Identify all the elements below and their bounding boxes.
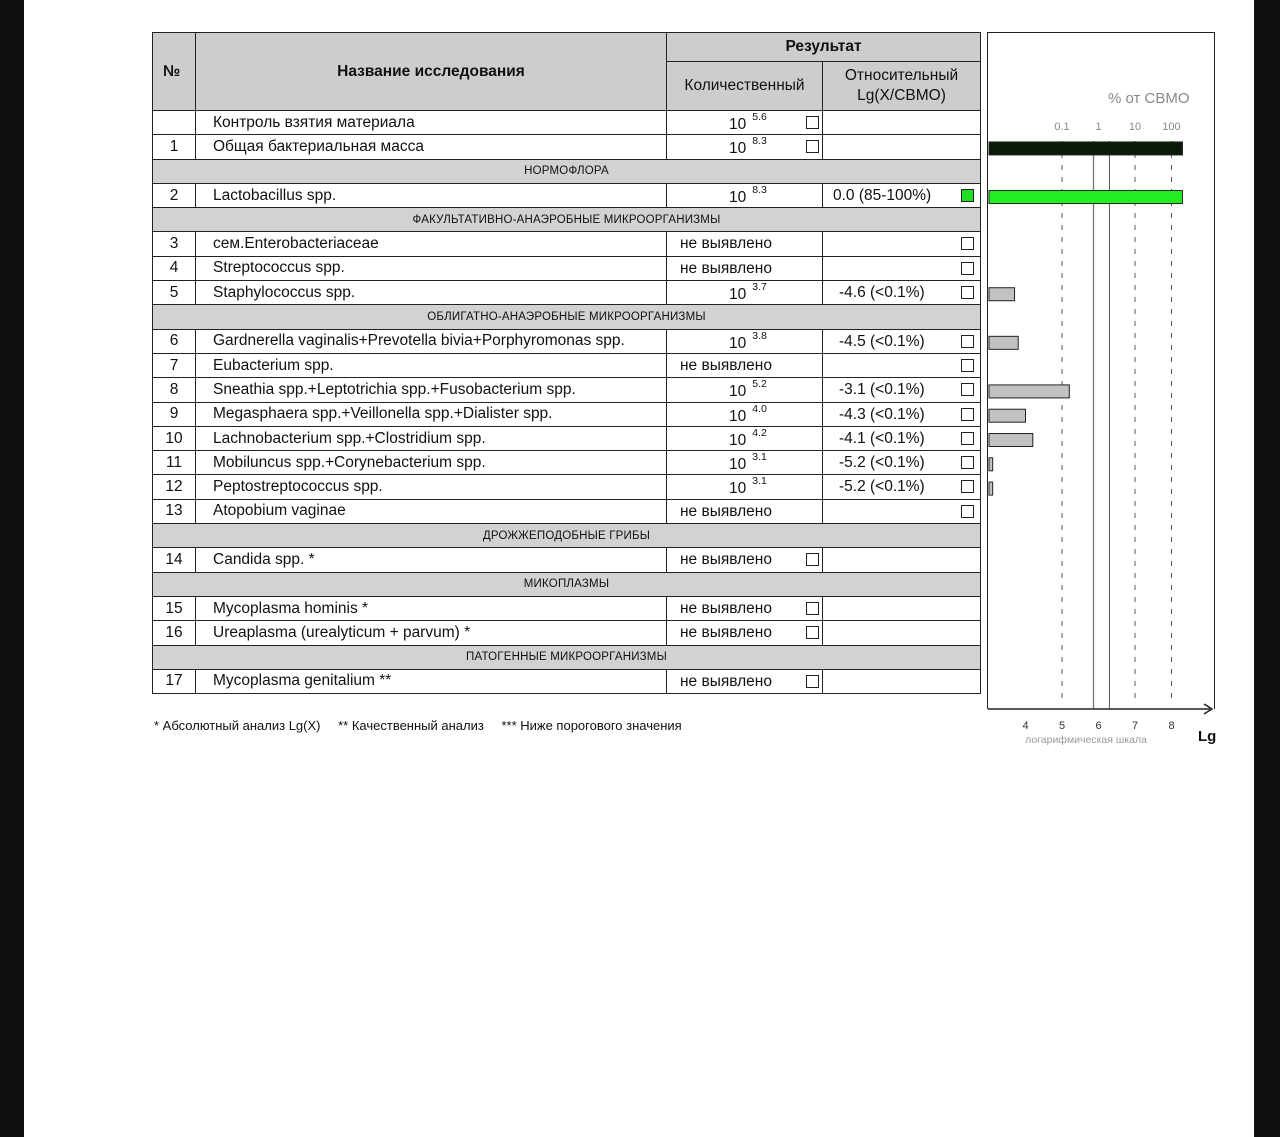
quantitative-cell (667, 621, 823, 645)
lg-tick-label: 8 (1168, 720, 1175, 732)
percent-tick-label: 100 (1162, 121, 1181, 133)
header-relative (823, 62, 981, 111)
not-detected-text: не выявлено (680, 599, 772, 617)
relative-checkbox[interactable] (961, 237, 974, 250)
result-checkbox[interactable] (806, 626, 819, 639)
table-row (153, 329, 981, 353)
row-number: 1 (153, 135, 196, 159)
test-name: Streptococcus spp. (196, 256, 667, 280)
power-exponent: 3.8 (752, 329, 767, 342)
table-row (153, 111, 981, 135)
lg-tick-label: 5 (1058, 720, 1066, 732)
test-name: Lachnobacterium spp.+Clostridium spp. (196, 426, 667, 450)
row-number: 4 (153, 256, 196, 280)
table-row (153, 499, 981, 523)
result-checkbox[interactable] (806, 116, 819, 129)
lg-tick-label: 4 (1022, 720, 1029, 732)
quantitative-cell (667, 548, 823, 572)
section-row (153, 208, 981, 232)
table-row (153, 353, 981, 377)
header-number: № (153, 33, 196, 111)
not-detected-text: не выявлено (680, 356, 772, 374)
relative-cell (823, 232, 981, 256)
relative-value: -4.1 (<0.1%) (839, 429, 925, 447)
relative-value: -4.6 (<0.1%) (839, 284, 925, 302)
section-row (153, 159, 981, 183)
result-bar (989, 191, 1182, 204)
quantitative-cell (667, 329, 823, 353)
footnote-threshold: *** Ниже порогового значения (501, 718, 682, 733)
result-checkbox[interactable] (806, 602, 819, 615)
table-row (153, 256, 981, 280)
percent-tick-label: 0.1 (1054, 121, 1070, 133)
power-exponent: 5.2 (752, 378, 767, 391)
power-exponent: 3.1 (752, 451, 767, 464)
row-number: 10 (153, 426, 196, 450)
section-row (153, 524, 981, 548)
quantitative-cell (667, 669, 823, 693)
relative-value: -4.3 (<0.1%) (839, 405, 925, 423)
quantitative-value (729, 183, 767, 207)
relative-value: -5.2 (<0.1%) (839, 478, 925, 496)
test-name: Sneathia spp.+Leptotrichia spp.+Fusobacterium spp. (196, 378, 667, 402)
relative-cell (823, 499, 981, 523)
footnotes (154, 718, 696, 733)
quantitative-cell (667, 256, 823, 280)
relative-cell (823, 329, 981, 353)
section-row (153, 305, 981, 329)
table-row (153, 451, 981, 475)
quantitative-cell (667, 475, 823, 499)
quantitative-cell (667, 596, 823, 620)
row-number (153, 111, 196, 135)
quantitative-value (729, 451, 767, 474)
relative-checkbox[interactable] (961, 359, 974, 372)
relative-value: -4.5 (<0.1%) (839, 332, 925, 350)
power-base: 10 (729, 383, 747, 401)
relative-value: 0.0 (85-100%) (833, 186, 932, 204)
table-row (153, 402, 981, 426)
chart-svg (988, 33, 1228, 753)
power-exponent: 8.3 (752, 135, 767, 148)
result-bar (989, 385, 1069, 398)
power-base: 10 (729, 407, 747, 425)
table-row (153, 596, 981, 620)
section-row (153, 645, 981, 669)
not-detected-text: не выявлено (680, 235, 772, 253)
table-row (153, 183, 981, 207)
quantitative-cell (667, 426, 823, 450)
row-number: 3 (153, 232, 196, 256)
table-row (153, 426, 981, 450)
quantitative-cell (667, 281, 823, 305)
quantitative-cell (667, 353, 823, 377)
test-name: Megasphaera spp.+Veillonella spp.+Dialister spp. (196, 402, 667, 426)
result-bar (989, 434, 1033, 447)
not-detected-text: не выявлено (680, 624, 772, 642)
table-row (153, 669, 981, 693)
relative-checkbox[interactable] (961, 456, 974, 469)
section-label: МИКОПЛАЗМЫ (153, 572, 981, 596)
row-number: 7 (153, 353, 196, 377)
test-name: Контроль взятия материала (196, 111, 667, 135)
row-number: 12 (153, 475, 196, 499)
relative-checkbox[interactable] (961, 262, 974, 275)
relative-checkbox[interactable] (961, 480, 974, 493)
relative-cell (823, 596, 981, 620)
relative-checkbox[interactable] (961, 505, 974, 518)
relative-cell (823, 378, 981, 402)
table-row (153, 548, 981, 572)
quantitative-cell (667, 499, 823, 523)
power-exponent: 5.6 (752, 111, 767, 123)
power-base: 10 (729, 480, 747, 498)
footnote-absolute: * Абсолютный анализ Lg(X) (154, 718, 321, 733)
row-number: 14 (153, 548, 196, 572)
table-row (153, 621, 981, 645)
test-name: Atopobium vaginae (196, 499, 667, 523)
test-name: Mycoplasma hominis * (196, 596, 667, 620)
quantitative-cell (667, 183, 823, 207)
quantitative-value (729, 281, 767, 304)
row-number: 9 (153, 402, 196, 426)
power-base: 10 (729, 189, 747, 207)
table-row (153, 475, 981, 499)
test-name: Ureaplasma (urealyticum + parvum) * (196, 621, 667, 645)
section-label: ОБЛИГАТНО-АНАЭРОБНЫЕ МИКРООРГАНИЗМЫ (153, 305, 981, 329)
power-base: 10 (729, 116, 747, 134)
relative-checkbox[interactable] (961, 189, 974, 202)
not-detected-text: не выявлено (680, 502, 772, 520)
quantitative-cell (667, 135, 823, 159)
row-number: 15 (153, 596, 196, 620)
relative-cell (823, 669, 981, 693)
result-bar (989, 142, 1182, 155)
log-scale-chart (987, 32, 1217, 746)
test-name: Gardnerella vaginalis+Prevotella bivia+Porphyromonas spp. (196, 329, 667, 353)
result-bar (989, 482, 993, 495)
not-detected-text: не выявлено (680, 672, 772, 690)
power-exponent: 3.1 (752, 475, 767, 488)
row-number: 5 (153, 281, 196, 305)
table-row (153, 378, 981, 402)
quantitative-cell (667, 232, 823, 256)
quantitative-value (729, 426, 767, 450)
test-name: сем.Enterobacteriaceae (196, 232, 667, 256)
log-scale-caption: логарифмическая шкала (1025, 734, 1147, 746)
report-page (24, 0, 1254, 1137)
relative-cell (823, 548, 981, 572)
relative-cell (823, 111, 981, 135)
relative-cell (823, 135, 981, 159)
not-detected-text: не выявлено (680, 259, 772, 277)
relative-cell (823, 353, 981, 377)
row-number: 8 (153, 378, 196, 402)
header-relative-line2: Lg(X/СВМО) (857, 87, 946, 104)
x-axis-label: Lg (1198, 728, 1217, 745)
quantitative-cell (667, 402, 823, 426)
result-bar (989, 336, 1018, 349)
header-relative-line1: Относительный (844, 67, 959, 84)
quantitative-value (729, 378, 767, 401)
section-label: ДРОЖЖЕПОДОБНЫЕ ГРИБЫ (153, 524, 981, 548)
results-table (152, 32, 981, 694)
quantitative-cell (667, 111, 823, 135)
test-name: Lactobacillus spp. (196, 183, 667, 207)
test-name: Общая бактериальная масса (196, 135, 667, 159)
row-number: 16 (153, 621, 196, 645)
result-bar (989, 409, 1026, 422)
row-number: 6 (153, 329, 196, 353)
lg-tick-label: 6 (1095, 720, 1102, 732)
percent-tick-label: 10 (1128, 121, 1142, 133)
power-exponent: 4.0 (752, 402, 767, 415)
footnote-qualitative: ** Качественный анализ (338, 718, 484, 733)
test-name: Mobiluncus spp.+Corynebacterium spp. (196, 451, 667, 475)
section-row (153, 572, 981, 596)
percent-tick-label: 1 (1095, 121, 1102, 133)
table-row (153, 135, 981, 159)
power-exponent: 4.2 (752, 426, 767, 439)
quantitative-value (729, 402, 767, 426)
row-number: 13 (153, 499, 196, 523)
power-base: 10 (729, 456, 747, 474)
quantitative-cell (667, 451, 823, 475)
test-name: Staphylococcus spp. (196, 281, 667, 305)
result-bar (989, 288, 1015, 301)
quantitative-value (729, 475, 767, 498)
result-checkbox[interactable] (806, 553, 819, 566)
lg-tick-label: 7 (1131, 720, 1139, 732)
relative-checkbox[interactable] (961, 408, 974, 421)
relative-cell (823, 256, 981, 280)
quantitative-value (729, 111, 767, 134)
result-checkbox[interactable] (806, 140, 819, 153)
row-number: 17 (153, 669, 196, 693)
relative-cell (823, 621, 981, 645)
test-name: Candida spp. * (196, 548, 667, 572)
results-body (153, 111, 981, 694)
section-label: ФАКУЛЬТАТИВНО-АНАЭРОБНЫЕ МИКРООРГАНИЗМЫ (153, 208, 981, 232)
section-label: ПАТОГЕННЫЕ МИКРООРГАНИЗМЫ (153, 645, 981, 669)
relative-value: -3.1 (<0.1%) (839, 381, 925, 399)
header-test-name: Название исследования (196, 33, 667, 111)
quantitative-value (729, 329, 767, 353)
power-base: 10 (729, 140, 747, 158)
relative-checkbox[interactable] (961, 432, 974, 445)
not-detected-text: не выявлено (680, 551, 772, 569)
row-number: 11 (153, 451, 196, 475)
relative-cell (823, 475, 981, 499)
percent-axis-title: % от СВМО (1108, 90, 1190, 107)
row-number: 2 (153, 183, 196, 207)
table-row (153, 281, 981, 305)
test-name: Mycoplasma genitalium ** (196, 669, 667, 693)
quantitative-cell (667, 378, 823, 402)
power-base: 10 (729, 286, 747, 304)
relative-cell (823, 281, 981, 305)
test-name: Peptostreptococcus spp. (196, 475, 667, 499)
test-name: Eubacterium spp. (196, 353, 667, 377)
relative-value: -5.2 (<0.1%) (839, 454, 925, 472)
result-bar (989, 458, 993, 471)
power-base: 10 (729, 334, 747, 352)
relative-cell (823, 402, 981, 426)
relative-cell (823, 183, 981, 207)
section-label: НОРМОФЛОРА (153, 159, 981, 183)
header-quantitative: Количественный (667, 62, 823, 111)
relative-cell (823, 426, 981, 450)
power-exponent: 8.3 (752, 183, 767, 196)
table-row (153, 232, 981, 256)
relative-cell (823, 451, 981, 475)
result-checkbox[interactable] (806, 675, 819, 688)
quantitative-value (729, 135, 767, 158)
relative-checkbox[interactable] (961, 286, 974, 299)
relative-checkbox[interactable] (961, 335, 974, 348)
power-base: 10 (729, 432, 747, 450)
header-result: Результат (667, 33, 981, 62)
power-exponent: 3.7 (752, 281, 767, 294)
relative-checkbox[interactable] (961, 383, 974, 396)
